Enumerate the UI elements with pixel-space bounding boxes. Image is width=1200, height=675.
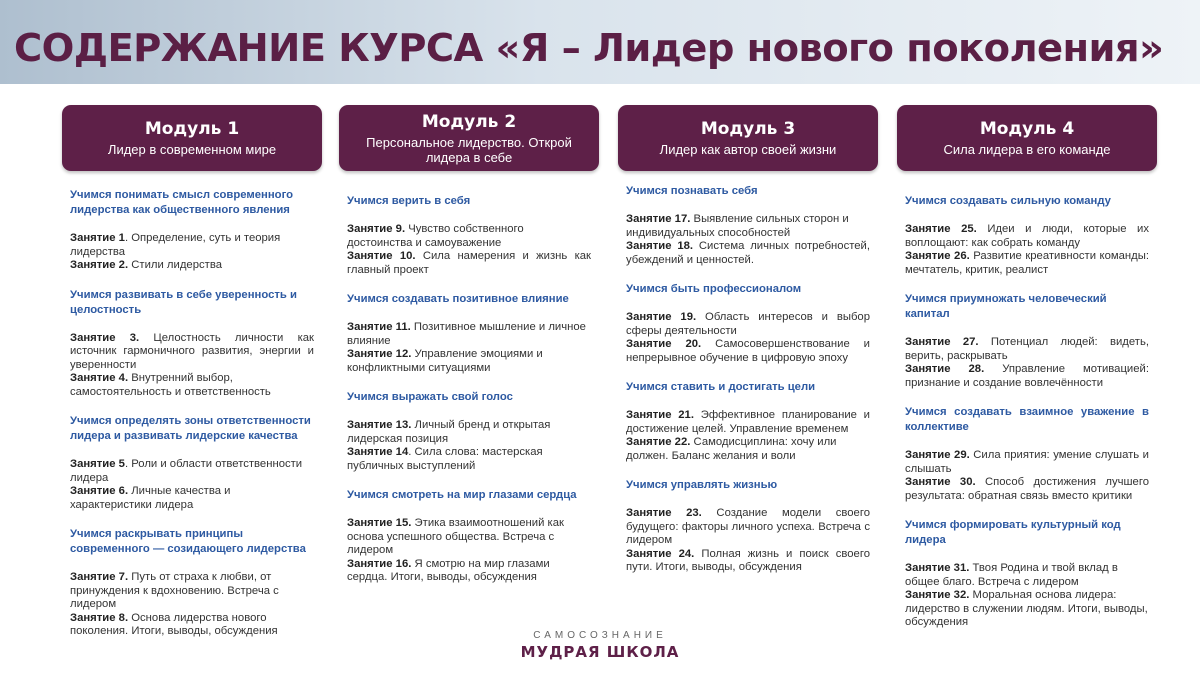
lesson-item xyxy=(626,311,870,338)
lesson-item xyxy=(905,223,1149,250)
lesson-item xyxy=(70,485,314,512)
lesson-label: Занятие 14 xyxy=(347,446,409,458)
lesson-text: Личные качества и характеристики лидера xyxy=(70,485,231,511)
topic-heading: Учимся раскрывать принципы современного — созидающего лидерства xyxy=(70,528,306,555)
lesson-item xyxy=(905,336,1149,363)
logo-title: МУДРАЯ ШКОЛА xyxy=(520,643,680,661)
lesson-item xyxy=(626,213,870,240)
module-column-1 xyxy=(62,105,322,639)
lesson-text: Моральная основа лидера: лидерство в служении людям. Итоги, выводы, обсуждения xyxy=(905,589,1148,628)
lesson-text: . Роли и области ответственности лидера xyxy=(70,458,303,484)
lesson-label: Занятие 9. xyxy=(347,223,406,235)
module-name: Сила лидера в его команде xyxy=(943,142,1111,157)
lesson-item xyxy=(905,363,1149,390)
lesson-label: Занятие 22. xyxy=(626,436,691,448)
topic-heading: Учимся управлять жизнью xyxy=(626,479,778,491)
lesson-label: Занятие 12. xyxy=(347,348,412,360)
topic-heading: Учимся формировать культурный код лидера xyxy=(905,519,1121,546)
lesson-label: Занятие 4. xyxy=(70,372,129,384)
topic-heading: Учимся понимать смысл современного лидерства как общественного явления xyxy=(70,189,294,216)
lesson-label: Занятие 7. xyxy=(70,571,129,583)
lesson-label: Занятие 15. xyxy=(347,517,412,529)
lesson-label: Занятие 2. xyxy=(70,259,129,271)
lesson-item xyxy=(347,250,591,277)
lesson-item xyxy=(347,348,591,375)
lesson-label: Занятие 31. xyxy=(905,562,970,574)
lesson-text: Полная жизнь и поиск своего пути. Итоги, выводы, обсуждения xyxy=(626,547,870,573)
lesson-item xyxy=(626,409,870,436)
lesson-text: Целостность личности как источник гармоничного развития, энергии и уверенности xyxy=(70,331,314,371)
lesson-text: Внутренний выбор, самостоятельность и ответственность xyxy=(70,372,271,398)
module-name: Персональное лидерство. Открой лидера в себе xyxy=(366,134,572,165)
lesson-item xyxy=(347,223,591,250)
module-column-2 xyxy=(339,105,599,585)
lesson-label: Занятие 6. xyxy=(70,485,129,497)
module-header xyxy=(339,105,599,171)
lesson-text: Личный бренд и открытая лидерская позиция xyxy=(347,419,551,445)
lesson-label: Занятие 8. xyxy=(70,611,129,624)
lesson-item xyxy=(347,419,591,446)
lesson-item xyxy=(347,321,591,348)
lesson-label: Занятие 10. xyxy=(347,250,416,262)
lesson-label: Занятие 19. xyxy=(626,311,697,323)
lesson-text: Самосовершенствование и непрерывное обучение в цифровую эпоху xyxy=(626,338,870,364)
lesson-item xyxy=(70,232,314,259)
lesson-text: Сила приятия: умение слушать и слышать xyxy=(905,449,1149,475)
lesson-label: Занятие 26. xyxy=(905,250,970,262)
lesson-label: Занятие 20. xyxy=(626,338,702,350)
module-name: Лидер в современном мире xyxy=(107,142,277,157)
module-column-4 xyxy=(897,105,1157,630)
lesson-label: Занятие 32. xyxy=(905,589,970,601)
lesson-label: Занятие 29. xyxy=(905,449,970,461)
lesson-text: Потенциал людей: видеть, верить, раскрывать xyxy=(905,336,1149,362)
lesson-label: Занятие 17. xyxy=(626,213,691,225)
lesson-text: Эффективное планирование и достижение целей. Управление временем xyxy=(626,409,870,435)
lesson-label: Занятие 23. xyxy=(626,507,702,519)
lesson-text: . Определение, суть и теория лидерства xyxy=(70,232,281,258)
lesson-item xyxy=(347,558,591,585)
topic-heading: Учимся создавать сильную команду xyxy=(905,195,1111,207)
lesson-text: Идеи и люди, которые их воплощают: как собрать команду xyxy=(905,223,1149,249)
lesson-text: Выявление сильных сторон и индивидуальных способностей xyxy=(626,213,849,239)
lesson-text: Область интересов и выбор сферы деятельности xyxy=(626,311,870,337)
topic-heading: Учимся смотреть на мир глазами сердца xyxy=(347,489,577,501)
lesson-text: Управление эмоциями и конфликтными ситуациями xyxy=(347,348,543,374)
lesson-item xyxy=(70,458,314,485)
page-title: СОДЕРЖАНИЕ КУРСА «Я – Лидер нового поколения» xyxy=(14,26,1164,71)
lesson-text: Сила намерения и жизнь как главный проект xyxy=(347,250,591,276)
school-logo xyxy=(500,630,700,662)
lesson-item xyxy=(347,446,591,473)
lesson-text: Путь от страха к любви, от принуждения к вдохновению. Встреча с лидером xyxy=(70,571,279,610)
lesson-item xyxy=(626,240,870,267)
lesson-item xyxy=(70,372,314,399)
lesson-item xyxy=(70,332,314,373)
module-header xyxy=(62,105,322,171)
lesson-item xyxy=(347,517,591,558)
lesson-label: Занятие 3. xyxy=(70,331,140,344)
lesson-item xyxy=(70,571,314,612)
lesson-item xyxy=(905,562,1149,589)
topic-heading: Учимся создавать взаимное уважение в коллективе xyxy=(905,406,1149,433)
lesson-label: Занятие 25. xyxy=(905,223,977,235)
lesson-text: Самодисциплина: хочу или должен. Баланс желания и воли xyxy=(626,436,837,462)
lesson-label: Занятие 16. xyxy=(347,557,412,570)
topic-heading: Учимся развивать в себе уверенность и целостность xyxy=(70,288,297,316)
topic-heading: Учимся определять зоны ответственности лидера и развивать лидерские качества xyxy=(70,415,311,442)
lesson-item xyxy=(905,589,1149,630)
lesson-text: Я смотрю на мир глазами сердца. Итоги, выводы, обсуждения xyxy=(347,557,550,583)
lesson-text: Твоя Родина и твой вклад в общее благо. Встреча с лидером xyxy=(905,562,1118,588)
module-number: Модуль 4 xyxy=(979,119,1075,139)
topic-heading: Учимся познавать себя xyxy=(626,185,758,197)
lesson-item xyxy=(626,507,870,548)
lesson-item xyxy=(905,449,1149,476)
topic-heading: Учимся ставить и достигать цели xyxy=(626,381,816,393)
module-header xyxy=(618,105,878,171)
topic-heading: Учимся создавать позитивное влияние xyxy=(347,293,569,305)
lesson-text: Способ достижения лучшего результата: обратная связь вместо критики xyxy=(905,476,1149,502)
module-number: Модуль 1 xyxy=(144,119,240,139)
lesson-text: Стили лидерства xyxy=(128,259,222,271)
logo-subtitle: САМОСОЗНАНИЕ xyxy=(533,630,667,641)
lesson-label: Занятие 24. xyxy=(626,547,695,560)
lesson-label: Занятие 1 xyxy=(70,232,125,244)
lesson-label: Занятие 21. xyxy=(626,409,694,421)
lesson-text: Позитивное мышление и личное влияние xyxy=(347,321,586,347)
topic-heading: Учимся быть профессионалом xyxy=(626,283,802,295)
module-header xyxy=(897,105,1157,171)
lesson-label: Занятие 30. xyxy=(905,476,976,488)
module-number: Модуль 3 xyxy=(700,119,796,139)
topic-heading: Учимся приумножать человеческий капитал xyxy=(905,293,1107,320)
module-number: Модуль 2 xyxy=(421,111,517,132)
module-name: Лидер как автор своей жизни xyxy=(659,142,837,157)
lesson-label: Занятие 27. xyxy=(905,336,979,348)
module-column-3 xyxy=(618,105,878,575)
lesson-item xyxy=(70,612,314,639)
topic-heading: Учимся верить в себя xyxy=(347,195,471,207)
lesson-label: Занятие 18. xyxy=(626,240,694,252)
lesson-label: Занятие 11. xyxy=(347,321,411,333)
lesson-item xyxy=(626,338,870,365)
lesson-label: Занятие 13. xyxy=(347,419,412,431)
lesson-item xyxy=(905,476,1149,503)
lesson-item xyxy=(905,250,1149,277)
lesson-text: Основа лидерства нового поколения. Итоги, выводы, обсуждения xyxy=(70,611,278,637)
lesson-text: Этика взаимоотношений как основа успешного общества. Встреча с лидером xyxy=(347,517,564,556)
lesson-text: Создание модели своего будущего: факторы личного успеха. Встреча с лидером xyxy=(626,507,870,546)
topic-heading: Учимся выражать свой голос xyxy=(347,391,513,403)
lesson-label: Занятие 28. xyxy=(905,363,985,375)
lesson-item xyxy=(626,436,870,463)
lesson-text: Система личных потребностей, убеждений и ценностей. xyxy=(626,240,870,266)
lesson-item xyxy=(70,259,314,273)
lesson-item xyxy=(626,548,870,575)
lesson-text: Развитие креативности команды: мечтатель, критик, реалист xyxy=(905,250,1149,276)
lesson-label: Занятие 5 xyxy=(70,458,125,470)
lesson-text: . Сила слова: мастерская публичных выступлений xyxy=(347,446,543,472)
lesson-text: Управление мотивацией: признание и создание вовлечённости xyxy=(905,363,1149,389)
lesson-text: Чувство собственного достоинства и самоуважение xyxy=(347,223,524,249)
